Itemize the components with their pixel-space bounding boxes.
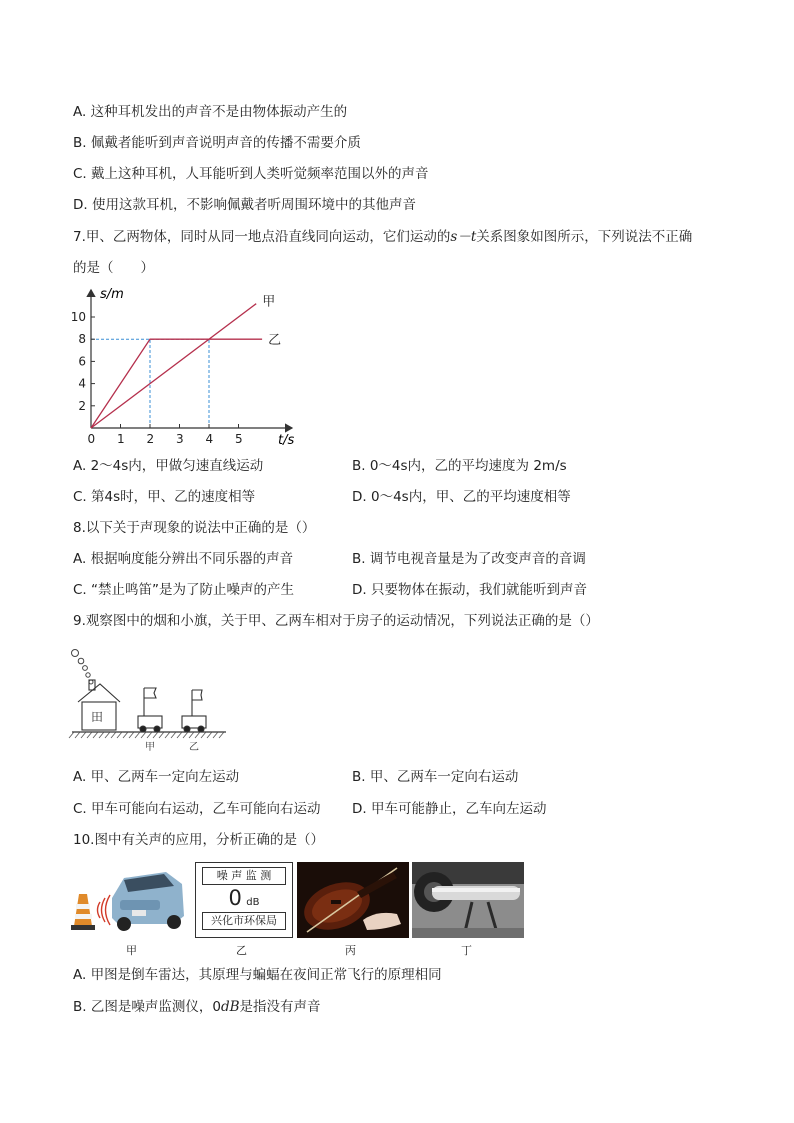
ground-hatch bbox=[135, 732, 140, 738]
monitor-unit: dB bbox=[246, 897, 260, 908]
q9-stem: 9.观察图中的烟和小旗，关于甲、乙两车相对于房子的运动情况，下列说法正确的是（） bbox=[73, 613, 599, 629]
q10-option-b-text-1: B. 乙图是噪声监测仪，0 bbox=[73, 999, 221, 1015]
q6-option-c: C. 戴上这种耳机，人耳能听到人类听觉频率范围以外的声音 bbox=[73, 166, 429, 182]
photo-caption-bing: 丙 bbox=[345, 944, 356, 957]
photo-caption-ding: 丁 bbox=[461, 944, 472, 957]
y-tick-label: 6 bbox=[78, 354, 86, 369]
photo-caption-yi: 乙 bbox=[236, 944, 247, 957]
ground-hatch bbox=[111, 732, 116, 738]
q7-stem-math: s－t bbox=[450, 229, 477, 245]
st-chart bbox=[60, 284, 310, 450]
ground-hatch bbox=[69, 732, 74, 738]
q8-stem: 8.以下关于声现象的说法中正确的是（） bbox=[73, 520, 316, 536]
ground-hatch bbox=[81, 732, 86, 738]
house-cars-figure bbox=[68, 644, 228, 756]
house-window: 田 bbox=[91, 710, 104, 724]
ground-hatch bbox=[201, 732, 206, 738]
q10-option-b bbox=[73, 998, 321, 1016]
ground-hatch bbox=[153, 732, 158, 738]
motorcycle-exhaust-image bbox=[412, 862, 524, 938]
ground-hatch bbox=[159, 732, 164, 738]
series-line-jia bbox=[91, 304, 256, 428]
q7-stem-line2: 的是（ ） bbox=[73, 260, 154, 276]
y-tick-label: 8 bbox=[78, 332, 86, 347]
q7-stem-text-1: 7.甲、乙两物体，同时从同一地点沿直线同向运动，它们运动的 bbox=[73, 229, 451, 245]
monitor-footer: 兴化市环保局 bbox=[202, 912, 286, 930]
y-axis-label: s/m bbox=[100, 287, 124, 302]
car-jia-label: 甲 bbox=[145, 742, 155, 753]
q7-stem bbox=[73, 228, 692, 246]
x-tick-label: 0 bbox=[87, 432, 96, 446]
ground-hatch bbox=[141, 732, 146, 738]
q8-option-c: C. “禁止鸣笛”是为了防止噪声的产生 bbox=[73, 582, 294, 598]
ground-hatch bbox=[207, 732, 212, 738]
photo-caption-jia: 甲 bbox=[126, 944, 137, 957]
x-axis-label: t/s bbox=[278, 433, 295, 448]
ground-hatch bbox=[75, 732, 80, 738]
q10-stem: 10.图中有关声的应用，分析正确的是（） bbox=[73, 832, 324, 848]
q10-option-b-text-2: 是指没有声音 bbox=[239, 999, 321, 1015]
monitor-title: 噪 声 监 测 bbox=[202, 867, 286, 885]
violin-image bbox=[297, 862, 409, 938]
monitor-reading bbox=[196, 885, 292, 911]
house-icon bbox=[78, 680, 120, 730]
q10-option-b-math: dB bbox=[220, 999, 240, 1015]
ground-hatch bbox=[183, 732, 188, 738]
q8-option-a: A. 根据响度能分辨出不同乐器的声音 bbox=[73, 551, 294, 567]
q10-option-a: A. 甲图是倒车雷达，其原理与蝙蝠在夜间正常飞行的原理相同 bbox=[73, 967, 442, 983]
car-yi-icon bbox=[182, 690, 206, 732]
q7-option-b: B. 0～4s内，乙的平均速度为 2m/s bbox=[352, 458, 567, 474]
x-tick-label: 4 bbox=[205, 432, 214, 446]
monitor-value: 0 bbox=[228, 886, 242, 910]
ground-hatch bbox=[105, 732, 110, 738]
q7-stem-text-2: 关系图象如图所示，下列说法不正确 bbox=[476, 229, 693, 245]
q9-option-a: A. 甲、乙两车一定向左运动 bbox=[73, 769, 240, 785]
ground-hatch bbox=[195, 732, 200, 738]
car-icon bbox=[112, 872, 184, 931]
ground-hatch bbox=[177, 732, 182, 738]
q6-option-a: A. 这种耳机发出的声音不是由物体振动产生的 bbox=[73, 104, 348, 120]
q7-option-a: A. 2～4s内，甲做匀速直线运动 bbox=[73, 458, 264, 474]
ground-hatch bbox=[165, 732, 170, 738]
series-label-jia: 甲 bbox=[262, 294, 276, 310]
q9-option-d: D. 甲车可能静止，乙车向左运动 bbox=[352, 801, 547, 817]
q6-option-b: B. 佩戴者能听到声音说明声音的传播不需要介质 bbox=[73, 135, 361, 151]
car-yi-label: 乙 bbox=[189, 742, 199, 753]
ground-hatch bbox=[219, 732, 224, 738]
ground-hatch bbox=[93, 732, 98, 738]
ground-hatch bbox=[99, 732, 104, 738]
q8-option-d: D. 只要物体在振动，我们就能听到声音 bbox=[352, 582, 587, 598]
q7-option-d: D. 0～4s内，甲、乙的平均速度相等 bbox=[352, 489, 571, 505]
y-tick-label: 2 bbox=[78, 398, 86, 413]
y-tick-label: 4 bbox=[78, 376, 86, 391]
q8-option-b: B. 调节电视音量是为了改变声音的音调 bbox=[352, 551, 586, 567]
ground-hatch bbox=[171, 732, 176, 738]
series-line-yi bbox=[91, 339, 262, 428]
reversing-radar-image bbox=[70, 862, 188, 938]
x-tick-label: 5 bbox=[235, 432, 243, 446]
series-label-yi: 乙 bbox=[268, 333, 282, 349]
ground-hatch bbox=[117, 732, 122, 738]
ground-hatch bbox=[189, 732, 194, 738]
ground-hatch bbox=[213, 732, 218, 738]
noise-monitor-image bbox=[195, 862, 293, 938]
q9-option-b: B. 甲、乙两车一定向右运动 bbox=[352, 769, 519, 785]
ground-hatch bbox=[123, 732, 128, 738]
q9-option-c: C. 甲车可能向右运动，乙车可能向右运动 bbox=[73, 801, 321, 817]
q7-option-c: C. 第4s时，甲、乙的速度相等 bbox=[73, 489, 256, 505]
x-tick-label: 2 bbox=[146, 432, 155, 446]
x-tick-label: 1 bbox=[117, 432, 125, 446]
car-jia-icon bbox=[138, 688, 162, 732]
q6-option-d: D. 使用这款耳机，不影响佩戴者听周围环境中的其他声音 bbox=[73, 197, 416, 213]
y-tick-label: 10 bbox=[70, 310, 86, 324]
ground-hatch bbox=[129, 732, 134, 738]
ground-hatch bbox=[147, 732, 152, 738]
smoke-icon bbox=[72, 650, 94, 685]
ground-hatch bbox=[87, 732, 92, 738]
x-tick-label: 3 bbox=[176, 432, 184, 446]
